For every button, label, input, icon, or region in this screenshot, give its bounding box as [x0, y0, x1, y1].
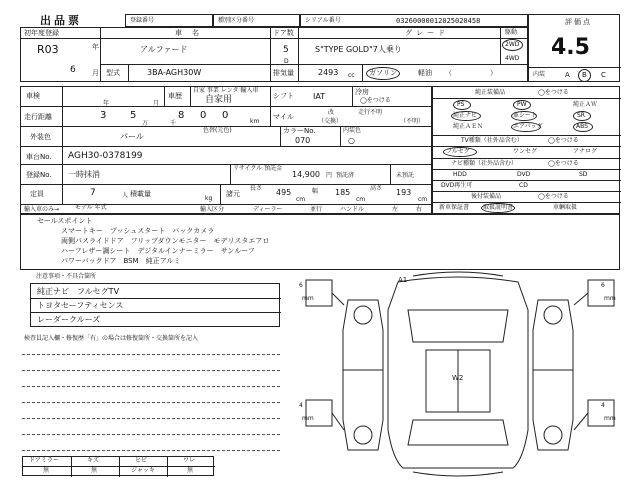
chassis-label: 車台No. [26, 153, 52, 161]
footer-v4: 無 [187, 467, 194, 474]
use-value: 自家用 [205, 95, 233, 105]
color-no-value: 070 [295, 136, 311, 145]
warranty-newcar: 新車保証書 [439, 204, 470, 211]
displacement-value: 2493 [318, 68, 339, 77]
footer-v2: 無 [91, 467, 98, 474]
model-value: 3BA-AGH30W [147, 68, 202, 77]
mileage-d1: 3 [100, 110, 107, 121]
tire-fr-value: 6 [601, 282, 605, 289]
sales-line-1: スマートキー プッシュスタート バックカメラ [61, 227, 215, 235]
fuel-paren-close: ） [490, 69, 497, 77]
shaken-label: 車検 [26, 92, 40, 100]
notes-line-2: トヨタセーフティセンス [37, 301, 124, 310]
import-opt1: ディーラー [253, 206, 283, 213]
displacement-unit: cc [348, 72, 355, 79]
notes-line-1: 純正ナビ フルセグTV [37, 287, 120, 296]
equip-airbag: エアバッグ [513, 123, 543, 130]
width-value: 185 [335, 188, 351, 197]
footer-h3: ヒビ [135, 457, 148, 464]
mileage-unit: km [250, 118, 260, 125]
notes-title: 注意事項・不具合箇所 [36, 273, 97, 280]
chassis-value: AGH30-0378199 [68, 151, 143, 161]
wheel-left-front [354, 306, 372, 324]
color-value: パール [120, 132, 144, 141]
nav-note: ◯をつける [548, 160, 579, 167]
nav-title: ナビ種類（社外品含む） [451, 160, 518, 167]
first-reg-month: 6 [70, 65, 76, 75]
tire-box-fl [306, 280, 332, 306]
score-value: 4.5 [551, 35, 590, 60]
wheel-right-rear [544, 426, 562, 444]
length-label: 長さ [250, 185, 263, 192]
shift-label: シフト [273, 92, 294, 100]
equipment-title: 純正装備品 [475, 89, 506, 96]
warranty-manual: 取扱説明書 [483, 204, 514, 211]
color-code-label: 色替(元色) [203, 127, 232, 134]
nav-dvd-play: DVD再生可 [441, 182, 473, 189]
sales-line-2: 両側パスライドドア フリップダウンモニター モデリスタエアロ [61, 237, 270, 245]
interior-label: 内装 [533, 71, 546, 78]
nav-sd: SD [579, 171, 588, 178]
notes-box [30, 283, 280, 327]
tire-rr-value: 4 [601, 402, 605, 409]
doors-label: ドア数 [273, 29, 294, 37]
mile-label: マイル [273, 113, 294, 121]
serial-value: 03260000012025020458 [396, 17, 481, 25]
tire-fl-value: 6 [299, 282, 303, 289]
equip-aen: 純正ＡＥＮ [453, 123, 484, 130]
damage-a1: A1 [398, 276, 408, 284]
model-year-label: モデル 年式 [75, 204, 107, 211]
footer-h1: ドアミラー [29, 457, 59, 464]
int-color-label: 内装色 [343, 127, 362, 134]
interior-a: A [565, 71, 570, 79]
color-no-label: カラーNo. [283, 127, 316, 135]
shift-value: IAT [313, 92, 326, 101]
footer-h2: キズ [87, 457, 99, 464]
wheel-right-front [544, 306, 562, 324]
mile-opt-4: （不明） [400, 118, 425, 125]
serial-label: シリアル番号 [305, 17, 341, 24]
tv-oneseg: ワンセグ [513, 148, 538, 155]
doors-value: 5 [283, 45, 289, 55]
fuel-light: 軽油 [418, 69, 432, 77]
shaken-month: 月 [153, 100, 160, 107]
recycle-opt2: 未預託 [396, 172, 415, 179]
score-box [528, 14, 620, 82]
grade-value: S"TYPE GOLD"7人乗り [315, 45, 402, 54]
equip-pw: PW [517, 101, 527, 108]
mileage-sen: 千 [170, 120, 177, 127]
mile-opt-1: 改 [328, 109, 335, 116]
interior-c: C [601, 71, 606, 79]
capacity-value: 7 [90, 188, 96, 198]
tire-rr-unit: mm [604, 415, 616, 422]
sales-line-3: ハーフレザー調シート デジタルインナーミラー サンルーフ [61, 247, 255, 255]
drive-label: 駆動 [505, 29, 518, 36]
windshield [408, 310, 508, 342]
rear-bumper [413, 472, 503, 476]
warranty-car: 車輌取扱 [553, 204, 578, 211]
front-bumper [413, 272, 503, 276]
grade-label: グレード [405, 29, 449, 37]
first-reg-month-unit: 月 [92, 69, 99, 77]
footer-v1: 無 [43, 467, 50, 474]
sales-line-4: パワーバックドア BSM 純正アルミ [61, 257, 181, 265]
wheel-left-rear [354, 426, 372, 444]
first-reg-label: 初年度登録 [24, 29, 59, 37]
width-label: 幅 [312, 188, 319, 195]
damage-w2: W2 [452, 374, 464, 382]
sales-points-block [20, 214, 620, 270]
ac-circle-note: ◯をつける [360, 97, 391, 104]
plate-label: 登録No. [26, 171, 52, 179]
length-unit: cm [296, 196, 306, 203]
handle-label: ハンドル [340, 206, 365, 213]
use-header: 自家 事業 レンタ 輸入車 [193, 87, 259, 94]
sales-title: セールスポイント [37, 217, 93, 225]
tire-fr-unit: mm [604, 295, 616, 302]
recycle-unit: 円 [326, 172, 333, 179]
equip-abs: ABS [576, 123, 588, 130]
nav-hdd: HDD [453, 171, 467, 178]
equip-leather: 革シート [513, 112, 538, 119]
equip-sr: SR [577, 112, 585, 119]
tire-fl-unit: mm [302, 295, 314, 302]
first-reg-year-unit: 年 [92, 43, 99, 51]
category-box [213, 14, 300, 27]
mileage-d3: 8 [178, 110, 185, 121]
equip-aw: 純正ＡＷ [573, 101, 598, 108]
fuel-gas: ガソリン [369, 69, 397, 77]
int-color-value: ○ [348, 136, 355, 145]
handle-right: 右 [416, 206, 423, 213]
equip-ps: PS [457, 101, 465, 108]
name-label: 車名 [175, 29, 209, 37]
recycle-label: リサイクル 預託金 [233, 165, 283, 172]
drive-4wd: 4WD [505, 55, 520, 62]
warranty-note: ◯をつける [538, 193, 569, 200]
inspector-title: 検査員記入欄・修復歴「有」の場合は修復箇所・交換箇所を記入 [24, 335, 199, 342]
footer-table [22, 456, 214, 476]
import-section-label: 輸入区分 [200, 206, 225, 213]
mile-opt-3: 走行不明 [358, 109, 383, 116]
score-label: 評価点 [565, 18, 592, 26]
reg-no-label: 登録番号 [130, 17, 155, 24]
tire-rl-unit: mm [302, 415, 314, 422]
nav-cd: CD [519, 182, 528, 189]
car-side-right [533, 300, 573, 450]
fuel-paren-open: （ [445, 69, 452, 77]
rear-window [408, 420, 508, 445]
name-value: アルファード [140, 45, 188, 54]
tv-note: ◯をつける [548, 137, 579, 144]
shaken-year: 年 [103, 100, 110, 107]
equipment-note: ◯をつける [538, 89, 569, 96]
tv-title: TV種類（社外品含む） [461, 137, 523, 144]
import-label: 輸入車のみ→ [24, 206, 60, 213]
displacement-label: 排気量 [273, 69, 294, 77]
color-label: 外装色 [30, 133, 51, 141]
footer-v3: ジャッキ [131, 467, 155, 474]
mileage-d5: 0 [222, 110, 229, 121]
height-label: 高さ [370, 185, 383, 192]
model-label: 型式 [106, 69, 120, 77]
car-side-left [343, 300, 383, 450]
page-title: 出品票 [40, 14, 82, 27]
notes-line-3: レーダークルーズ [37, 315, 101, 324]
doors-d: D [284, 58, 289, 65]
width-unit: cm [356, 196, 366, 203]
import-opt2: 並行 [310, 206, 323, 213]
capacity-unit: 人 [122, 192, 129, 199]
tire-box-rl [306, 400, 332, 426]
mile-opt-2: （交換） [318, 118, 343, 125]
mileage-d2: 5 [130, 110, 137, 121]
capacity-label: 定員 [30, 190, 44, 198]
mileage-man: 万 [142, 120, 149, 127]
tire-rl-value: 4 [299, 402, 303, 409]
interior-b: B [582, 71, 587, 79]
recycle-value: 14,900 [292, 170, 320, 179]
category-label: 種別区分番号 [218, 17, 255, 24]
drive-2wd: 2WD [505, 41, 520, 48]
handle-left: 左 [392, 206, 399, 213]
warranty-title: 後付装備品 [471, 193, 502, 200]
equipment-panel [432, 86, 620, 214]
tv-analog: アナログ [573, 148, 598, 155]
first-reg-era: R03 [37, 43, 59, 56]
nav-dvd: DVD [517, 171, 531, 178]
reg-no-box [125, 14, 213, 27]
ac-label: 冷房 [355, 88, 369, 96]
use-label: 車歴 [168, 92, 182, 100]
mileage-label: 走行距離 [24, 113, 52, 121]
height-value: 193 [396, 188, 412, 197]
load-unit: kg [205, 195, 213, 202]
serial-box [300, 14, 528, 27]
height-unit: cm [418, 196, 428, 203]
load-label: 積載量 [130, 190, 151, 198]
plate-value: 一時抹消 [68, 170, 100, 179]
size-label: 諸元 [226, 190, 240, 198]
recycle-opt1: 預託済 [336, 172, 355, 179]
footer-h4: ワレ [183, 457, 196, 464]
tv-fullseg: フルセグ [446, 148, 470, 155]
length-value: 495 [276, 188, 292, 197]
mileage-d4: 0 [200, 110, 207, 121]
equip-navi: 純正ナビ [453, 112, 478, 119]
